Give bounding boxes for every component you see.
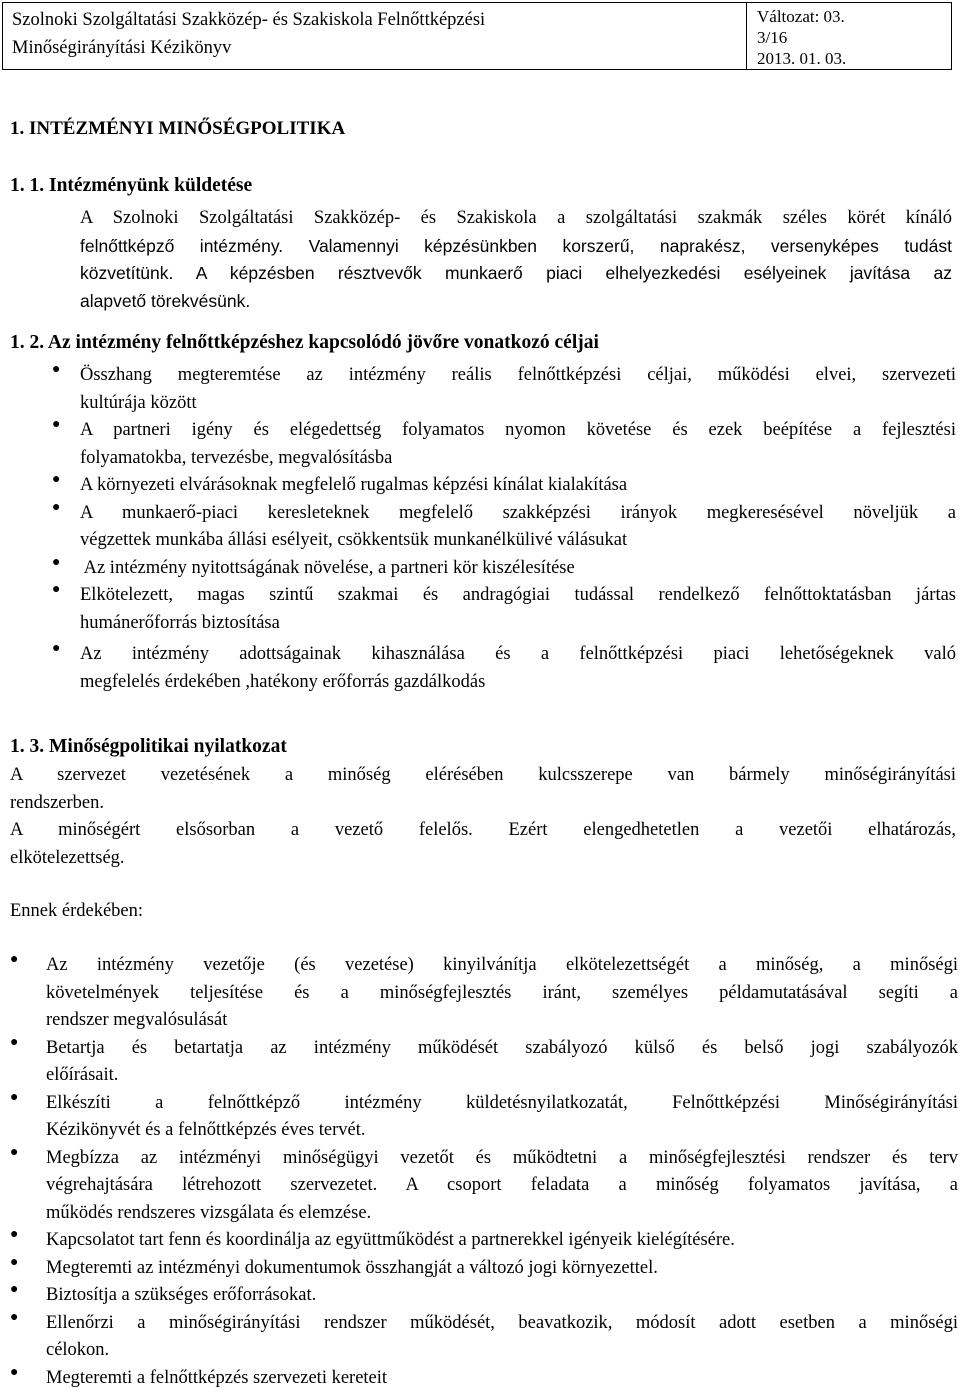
item-line: Összhang megteremtése az intézmény reális felnőttképzési céljai, működési elvei, szervezeti bbox=[80, 365, 956, 385]
para-line: A minőségért elsősorban a vezető felelős. Ezért elengedhetetlen a vezetői elhatározás, bbox=[10, 820, 956, 840]
header-date: 2013. 01. 03. bbox=[757, 49, 847, 68]
bullet-icon: ● bbox=[52, 499, 61, 515]
item-line: rendszer megvalósulását bbox=[46, 1010, 228, 1030]
list-item bbox=[10, 1034, 958, 1090]
bullet-icon: ● bbox=[10, 1144, 19, 1160]
item-line: Ellenőrzi a minőségirányítási rendszer működését, beavatkozik, módosít adott esetben a minőségi bbox=[46, 1312, 958, 1333]
list-item bbox=[10, 1254, 958, 1283]
bullet-icon: ● bbox=[52, 641, 61, 656]
item-line: Betartja és betartatja az intézmény működését szabályozó külső és belső jogi szabályozók bbox=[46, 1037, 958, 1058]
bullet-icon: ● bbox=[10, 1227, 19, 1242]
item-line: megfelelés érdekében ,hatékony erőforrás gazdálkodás bbox=[80, 671, 486, 692]
item-line: működés rendszeres vizsgálata és elemzése. bbox=[46, 1202, 372, 1223]
item-line: Biztosítja a szükséges erőforrásokat. bbox=[46, 1285, 317, 1305]
item-line: folyamatokba, tervezésbe, megvalósításba bbox=[80, 447, 393, 468]
header-page: 3/16 bbox=[757, 28, 788, 47]
item-line: Az intézmény vezetője (és vezetése) kinyilvánítja elkötelezettségét a minőség, a minőségi bbox=[46, 955, 958, 975]
list-item bbox=[10, 1282, 958, 1310]
header-doc-title: Minőségirányítási Kézikönyv bbox=[12, 38, 232, 58]
item-line: Megbízza az intézményi minőségügyi vezetőt és működtetni a minőségfejlesztési rendszer és terv bbox=[46, 1147, 958, 1168]
header-org: Szolnoki Szolgáltatási Szakközép- és Szakiskola Felnőttképzési bbox=[12, 10, 486, 30]
bullet-icon: ● bbox=[52, 554, 61, 570]
section-1-3-heading: 1. 3. Minőségpolitikai nyilatkozat bbox=[10, 736, 287, 757]
list-item bbox=[52, 641, 956, 696]
body-line: alapvető törekvésünk. bbox=[80, 290, 251, 311]
para-line: A szervezet vezetésének a minőség elérésében kulcsszerepe van bármely minőségirányítási bbox=[10, 765, 956, 785]
bullet-icon: ● bbox=[10, 1254, 19, 1270]
item-line: Kapcsolatot tart fenn és koordinálja az együttműködést a partnerekkel igényeik kielégítésére. bbox=[46, 1230, 735, 1250]
item-line: végzettek munkába állási esélyeit, csökkentsük munkanélkülivé válásukat bbox=[80, 530, 628, 550]
list-item bbox=[10, 1144, 958, 1228]
list-item bbox=[52, 499, 956, 555]
body-line: felnőttképző intézmény. Valamennyi képzésünkben korszerű, naprakész, versenyképes tudást bbox=[80, 235, 952, 256]
bullet-icon: ● bbox=[10, 1089, 19, 1105]
list-item bbox=[10, 1089, 958, 1145]
item-line: célokon. bbox=[46, 1340, 110, 1360]
document-header bbox=[2, 2, 952, 70]
header-left bbox=[3, 3, 747, 69]
item-line: Elkészíti a felnőttképző intézmény küldetésnyilatkozatát, Felnőttképzési Minőségirányítási bbox=[46, 1092, 958, 1113]
item-line: Az intézmény adottságainak kihasználása és a felnőttképzési piaci lehetőségeknek való bbox=[80, 644, 956, 664]
item-line: A munkaerő-piaci keresleteknek megfelelő szakképzési irányok megkeresésével növeljük a bbox=[80, 502, 956, 523]
body-line: közvetítünk. A képzésben résztvevők munkaerő piaci elhelyezkedési esélyeinek javítása az bbox=[80, 263, 952, 283]
para-line: rendszerben. bbox=[10, 792, 104, 813]
item-line: követelmények teljesítése és a minőségfejlesztés iránt, személyes példamutatásával segíti a bbox=[46, 982, 958, 1003]
list-item bbox=[52, 417, 956, 472]
item-line: Elkötelezett, magas szintű szakmai és andragógiai tudással rendelkező felnőttoktatásban jártas bbox=[80, 585, 956, 605]
item-line: A környezeti elvárásoknak megfelelő rugalmas képzési kínálat kialakítása bbox=[80, 475, 628, 495]
bullet-icon: ● bbox=[10, 1309, 19, 1325]
intro-text: Ennek érdekében: bbox=[10, 901, 144, 921]
item-line: humánerőforrás biztosítása bbox=[80, 612, 280, 633]
bullet-icon: ● bbox=[52, 362, 61, 377]
list-item bbox=[52, 582, 956, 637]
item-line: Megteremti a felnőttképzés szervezeti kereteit bbox=[46, 1367, 388, 1388]
item-line: Megteremti az intézményi dokumentumok összhangját a változó jogi környezettel. bbox=[46, 1257, 658, 1278]
item-line: előírásait. bbox=[46, 1065, 119, 1085]
bullet-icon: ● bbox=[52, 582, 61, 597]
section-1-1-heading: 1. 1. Intézményünk küldetése bbox=[10, 175, 253, 196]
list-item bbox=[52, 554, 956, 583]
para-line: elkötelezettség. bbox=[10, 847, 125, 868]
list-item bbox=[10, 1364, 958, 1392]
commitments-list bbox=[10, 952, 958, 1392]
body-line: A Szolnoki Szolgáltatási Szakközép- és Szakiskola a szolgáltatási szakmák széles körét kínáló bbox=[80, 208, 952, 228]
bullet-icon: ● bbox=[10, 1034, 19, 1050]
list-item bbox=[10, 1309, 958, 1365]
item-line: kultúrája között bbox=[80, 392, 197, 413]
list-item bbox=[52, 362, 956, 417]
bullet-icon: ● bbox=[10, 952, 19, 967]
section-1-2-heading: 1. 2. Az intézmény felnőttképzéshez kapcsolódó jövőre vonatkozó céljai bbox=[10, 332, 599, 353]
section-title: 1. INTÉZMÉNYI MINŐSÉGPOLITIKA bbox=[10, 118, 346, 139]
bullet-icon: ● bbox=[10, 1282, 19, 1297]
list-item bbox=[52, 472, 956, 500]
list-item bbox=[10, 1227, 958, 1255]
list-item bbox=[10, 952, 958, 1035]
item-line: A partneri igény és elégedettség folyamatos nyomon követése és ezek beépítése a fejlesztési bbox=[80, 420, 956, 440]
header-version: Változat: 03. bbox=[757, 7, 845, 26]
item-line: Az intézmény nyitottságának növelése, a partneri kör kiszélesítése bbox=[80, 557, 575, 578]
bullet-icon: ● bbox=[10, 1364, 19, 1380]
bullet-icon: ● bbox=[52, 417, 61, 432]
section-1-1-body bbox=[80, 205, 952, 315]
header-right bbox=[747, 3, 951, 69]
item-line: végrehajtására létrehozott szervezetet. A csoport feladata a minőség folyamatos javítása, a bbox=[46, 1175, 958, 1195]
bullet-icon: ● bbox=[52, 472, 61, 487]
item-line: Kézikönyvét és a felnőttképzés éves tervét. bbox=[46, 1120, 366, 1140]
goals-list bbox=[52, 362, 956, 696]
section-1-3-body bbox=[10, 762, 956, 872]
